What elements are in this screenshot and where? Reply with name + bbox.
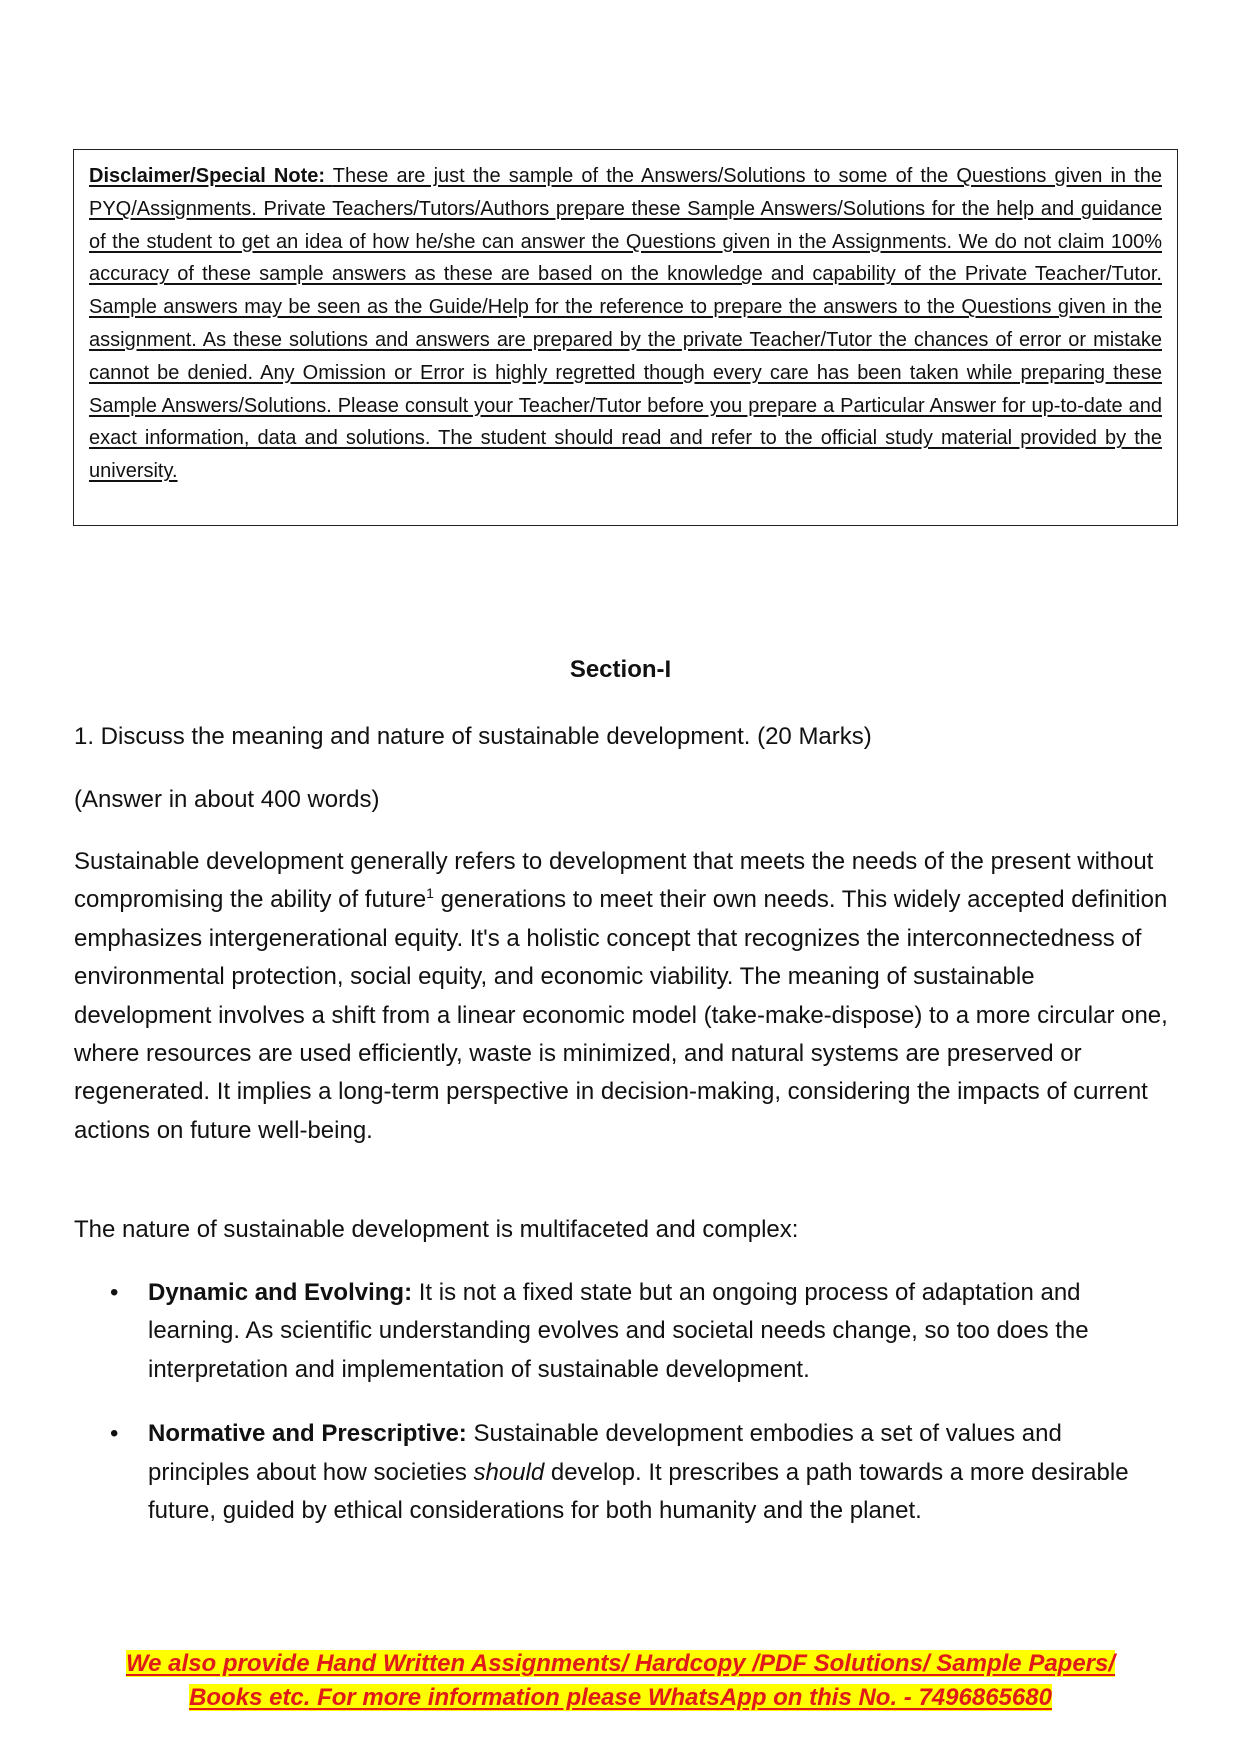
bullet-emphasis: should — [473, 1458, 545, 1486]
nature-bullet-list — [74, 1274, 1169, 1556]
footnote-marker[interactable]: 1 — [426, 885, 434, 902]
disclaimer-heading: Disclaimer/Special Note: — [89, 165, 326, 187]
promo-line-1: We also provide Hand Written Assignments/ Hardcopy /PDF Solutions/ Sample Papers/ — [125, 1650, 1116, 1677]
bullet-icon: • — [110, 1420, 119, 1448]
bullet-text: It is not a fixed state but an ongoing process of adaptation and learning. As scientific understanding evolves and societal needs change, so too does the interpretation and implementation of sustainable development. — [148, 1279, 1089, 1383]
disclaimer-body: These are just the sample of the Answers/Solutions to some of the Questions given in the PYQ/Assignments. Private Teachers/Tutors/Authors prepare these Sample Answers/Solutions for the help and guidance of the student to get an idea of how he/she can answer the Questions given in the Assignments. We do not claim 100% accuracy of these sample answers as these are based on the knowledge and capability of the Private Teacher/Tutor. Sample answers may be seen as the Guide/Help for the reference to prepare the answers to the Questions given in the assignment. As these solutions and answers are prepared by the private Teacher/Tutor the chances of error or mistake cannot be denied. Any Omission or Error is highly regretted though every care has been taken while preparing these Sample Answers/Solutions. Please consult your Teacher/Tutor before you prepare a Particular Answer for up-to-date and exact information, data and solutions. The student should read and refer to the official study material provided by the university. — [89, 165, 1162, 483]
bullet-title: Dynamic and Evolving: — [148, 1279, 413, 1306]
bullet-text: Sustainable development embodies a set of values and principles about how societies — [148, 1420, 1062, 1486]
word-limit-note: (Answer in about 400 words) — [74, 786, 380, 813]
meaning-text-end: generations to meet their own needs. This widely accepted definition emphasizes intergenerational equity. It's a holistic concept that recognizes the interconnectedness of environmental protection, social equity, and economic viability. The meaning of sustainable development involves a shift from a linear economic model (take-make-dispose) to a more circular one, where resources are used efficiently, waste is minimized, and natural systems are preserved or regenerated. It implies a long-term perspective in decision-making, considering the impacts of current actions on future well-being. — [74, 886, 1168, 1144]
disclaimer-box — [73, 149, 1178, 526]
list-item — [74, 1415, 1169, 1530]
promo-line-2: Books etc. For more information please WhatsApp on this No. - 7496865680 — [189, 1684, 1052, 1711]
bullet-text-end: develop. It prescribes a path towards a more desirable future, guided by ethical considerations for both humanity and the planet. — [148, 1458, 1129, 1525]
meaning-text-start: Sustainable development generally refers to development that meets the needs of the present without compromising the ability of future — [74, 848, 1154, 914]
bullet-icon: • — [110, 1279, 119, 1306]
section-title: Section-I — [569, 656, 672, 683]
question-text: 1. Discuss the meaning and nature of sustainable development. (20 Marks) — [74, 723, 872, 750]
meaning-paragraph — [74, 843, 1169, 1150]
promo-banner — [0, 1647, 1241, 1715]
nature-intro-paragraph: The nature of sustainable development is multifaceted and complex: — [74, 1216, 799, 1243]
list-item — [74, 1274, 1169, 1389]
bullet-title: Normative and Prescriptive: — [148, 1420, 467, 1448]
disclaimer-text — [89, 160, 1162, 488]
